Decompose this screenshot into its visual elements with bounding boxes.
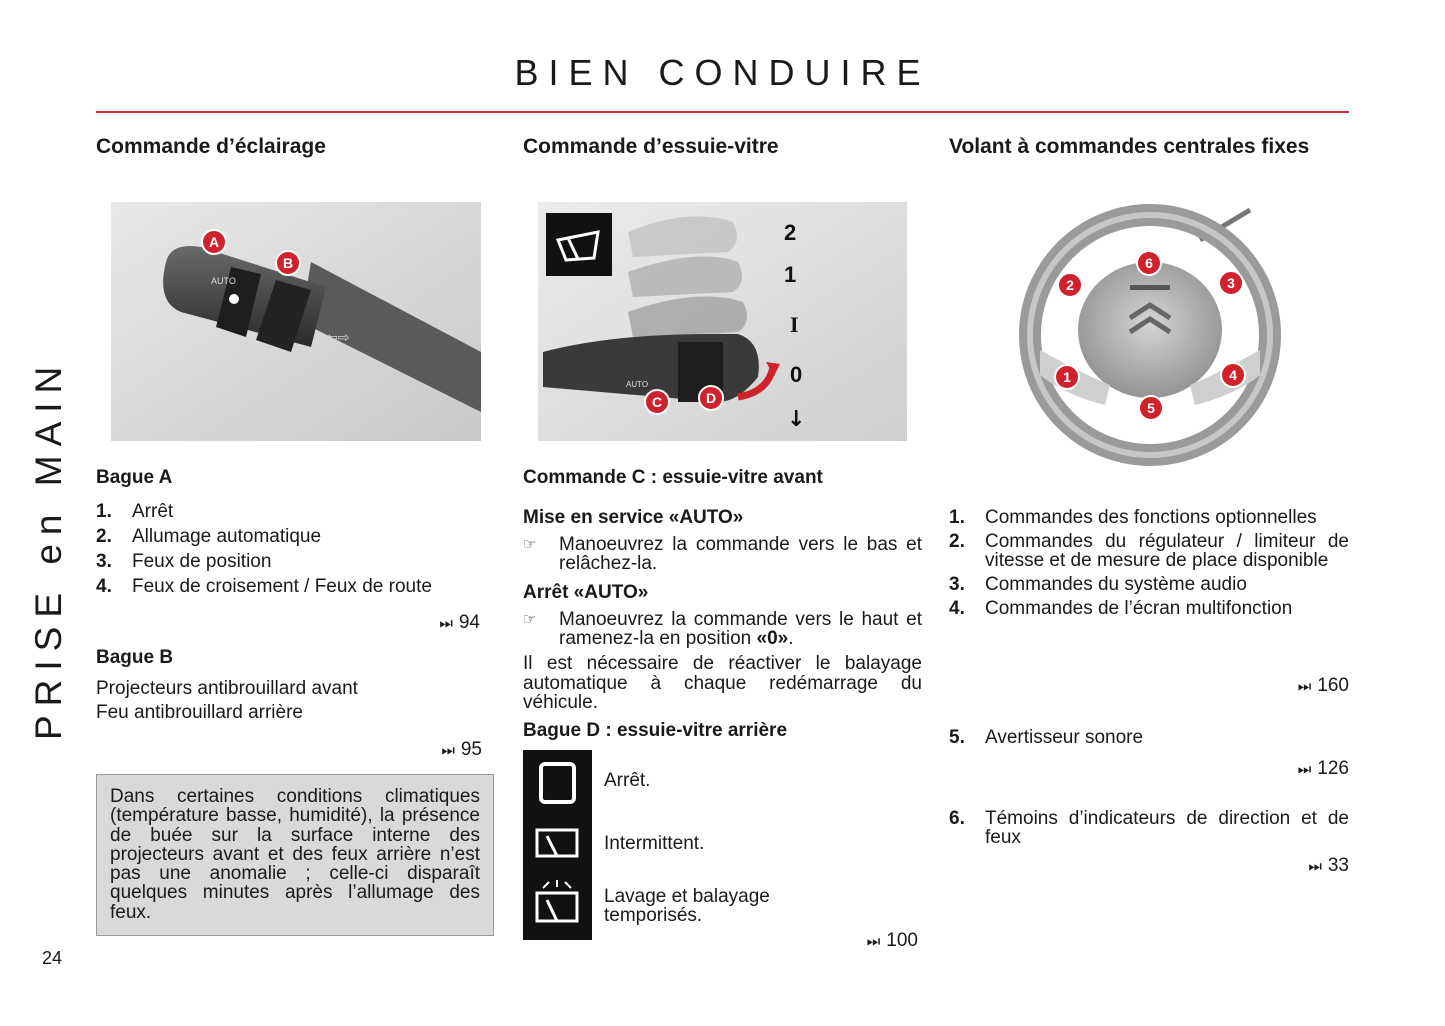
ring-a-list (96, 502, 496, 597)
ring-a-heading: Bague A (96, 467, 173, 488)
command-c-heading: Commande C : essuie-vitre avant (523, 467, 823, 488)
label-6: 6 (1145, 255, 1153, 271)
steering-wheel-photo (1010, 200, 1290, 470)
page-reference-icon: ⏭ (439, 615, 453, 632)
ring-d-reference[interactable]: ⏭ 100 (866, 930, 918, 951)
position-1: 1 (784, 262, 797, 287)
rear-wiper-intermittent-label: Intermittent. (604, 833, 705, 854)
label-4: 4 (1229, 367, 1237, 383)
page-title: BIEN CONDUIRE (514, 52, 931, 93)
page-reference-icon: ⏭ (441, 742, 455, 759)
list-item: 6. Témoins d’indicateurs de direction et de feux (949, 808, 1349, 848)
horn-reference[interactable]: ⏭ 126 (1297, 758, 1349, 779)
lighting-stalk-photo (111, 202, 481, 441)
position-2: 2 (784, 220, 797, 245)
wiper-stalk-photo (538, 202, 907, 441)
svg-text:⇦⇨: ⇦⇨ (326, 330, 350, 346)
fog-note: Dans certaines conditions climatiques (température basse, humidité), la présence de buée sur la surface interne des projecteurs avant et des feux arrière n’est pas une anomalie ; celle-ci disparaît quelques minutes après l’allumage des feux. (96, 774, 494, 936)
section-side-label: PRISE en MAIN (28, 357, 69, 740)
ring-d-heading: Bague D : essuie-vitre arrière (523, 720, 788, 741)
steering-wheel-heading: Volant à commandes centrales fixes (949, 135, 1310, 158)
position-0: 0 (790, 362, 803, 387)
rear-wiper-wash-icon (537, 880, 577, 921)
label-c: C (651, 394, 663, 410)
pointing-hand-icon: ☞ (523, 611, 537, 628)
rear-wiper-icon-strip (523, 750, 592, 940)
auto-on-heading: Mise en service «AUTO» (523, 507, 744, 528)
label-a-badge (202, 230, 226, 254)
page-number: 24 (42, 948, 63, 968)
svg-text:AUTO: AUTO (626, 380, 649, 389)
pointing-hand-icon: ☞ (523, 536, 537, 553)
title-divider (96, 111, 1349, 113)
page-reference-icon: ⏭ (866, 933, 881, 950)
label-d-badge (699, 386, 723, 410)
wiper-heading: Commande d’essuie-vitre (523, 135, 779, 158)
indicators-list (949, 809, 1349, 847)
list-item: 4. Feux de croisement / Feux de route (96, 576, 432, 597)
list-item: 1. Arrêt (96, 501, 174, 522)
rear-wiper-intermittent-icon (537, 830, 577, 856)
label-a: A (208, 234, 220, 250)
controls-reference[interactable]: ⏭ 160 (1297, 675, 1349, 696)
steering-controls-list (949, 508, 1349, 618)
label-b: B (282, 255, 294, 271)
page-reference-icon: ⏭ (1308, 858, 1322, 875)
label-c-badge (645, 390, 669, 414)
ring-b-heading: Bague B (96, 647, 174, 668)
list-item: 2. Commandes du régulateur / limiteur de vitesse et de mesure de place disponible (949, 531, 1349, 571)
list-item: 5. Avertisseur sonore (949, 727, 1144, 748)
label-5: 5 (1147, 400, 1155, 416)
list-item: 2. Allumage automatique (96, 526, 322, 547)
indicators-reference[interactable]: ⏭ 33 (1308, 855, 1349, 876)
rear-wiper-wash-label: Lavage et balayage temporisés. (604, 886, 770, 926)
auto-off-bullet: ☞ Manoeuvrez la commande vers le haut et ramenez-la en position «0». (523, 609, 922, 649)
ring-b-reference[interactable]: ⏭ 95 (441, 739, 482, 760)
position-down-arrow: ↓ (787, 407, 806, 432)
rear-wiper-off-icon (541, 764, 574, 802)
ring-b-line-1: Projecteurs antibrouillard avant (96, 678, 358, 699)
label-1: 1 (1063, 369, 1071, 385)
label-b-badge (276, 251, 300, 275)
svg-text:AUTO: AUTO (211, 276, 236, 286)
label-d: D (705, 390, 717, 406)
rear-wiper-off-label: Arrêt. (604, 770, 651, 791)
ring-b-line-2: Feu antibrouillard arrière (96, 702, 303, 723)
label-3: 3 (1227, 275, 1235, 291)
list-item: 4. Commandes de l’écran multifonction (949, 598, 1293, 619)
list-item: 3. Commandes du système audio (949, 574, 1247, 595)
reactivation-note: Il est nécessaire de réactiver le balayage automatique à chaque redémarrage du véhicule. (523, 653, 922, 713)
list-item: 1. Commandes des fonctions optionnelles (949, 507, 1317, 528)
auto-off-heading: Arrêt «AUTO» (523, 582, 649, 603)
ring-a-reference[interactable]: ⏭ 94 (439, 612, 480, 633)
list-item: 3. Feux de position (96, 551, 272, 572)
auto-on-bullet: ☞ Manoeuvrez la commande vers le bas et relâchez-la. (523, 534, 922, 574)
position-single: I (790, 312, 799, 337)
lighting-heading: Commande d’éclairage (96, 135, 326, 158)
page-reference-icon: ⏭ (1297, 678, 1312, 695)
horn-list (949, 728, 1349, 748)
page-reference-icon: ⏭ (1297, 761, 1312, 778)
label-2: 2 (1066, 277, 1074, 293)
